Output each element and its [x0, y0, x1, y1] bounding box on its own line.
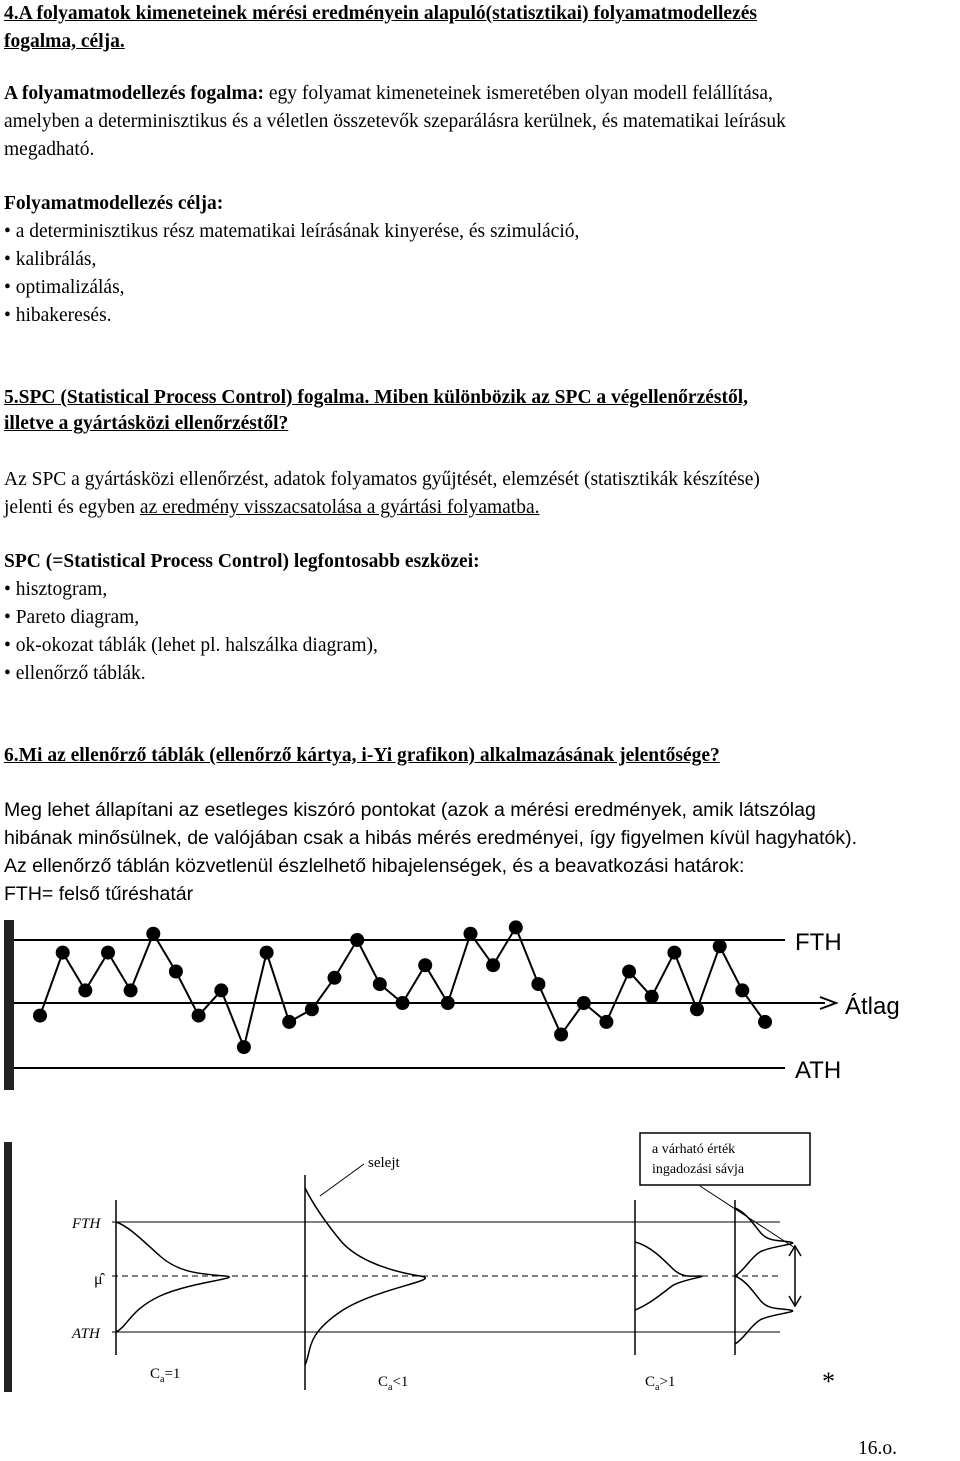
case1-distribution [116, 1222, 229, 1332]
measurement-point [599, 1015, 613, 1029]
measurement-point [667, 946, 681, 960]
capability-diagram [4, 1133, 835, 1396]
measurement-point [373, 977, 387, 991]
measurement-series-line [40, 927, 765, 1047]
lower-limit-label: ATH [795, 1057, 842, 1084]
measurement-point [350, 933, 364, 947]
measurement-point [305, 1002, 319, 1016]
y-label-lower: ATH [72, 1326, 100, 1342]
case3-label: $C_a>1$ [645, 1374, 676, 1393]
measurement-point [78, 983, 92, 997]
definition-text: egy folyamat kimeneteinek ismeretében olyan modell felállítása, [263, 83, 773, 104]
spc-tool-item: • ok-okozat táblák (lehet pl. halszálka diagram), [4, 632, 378, 660]
measurement-point [396, 996, 410, 1010]
measurement-point [192, 1009, 206, 1023]
spc-tool-item: • ellenőrző táblák. [4, 660, 146, 688]
section6-heading: 6.Mi az ellenőrző táblák (ellenőrző kártya, i-Yi grafikon) alkalmazásának jelentősége? [4, 745, 720, 766]
measurement-point [33, 1009, 47, 1023]
spc-tools-heading: SPC (=Statistical Process Control) legfontosabb eszközei: [4, 551, 480, 572]
goal-item: • optimalizálás, [4, 274, 125, 302]
case1-label: $C_a=1$ [150, 1366, 181, 1385]
case2-label: $C_a<1$ [378, 1374, 409, 1393]
measurement-point [622, 965, 636, 979]
spc-tool-item: • hisztogram, [4, 576, 107, 604]
callout-box [640, 1133, 810, 1185]
asterisk-mark: * [822, 1367, 835, 1396]
reject-label: selejt [368, 1155, 400, 1171]
callout-line1: a várható érték [652, 1142, 736, 1157]
section5-heading-line2: illetve a gyártásközi ellenőrzéstől? [4, 413, 289, 434]
definition-term: A folyamatmodellezés fogalma: [4, 83, 264, 104]
definition-line3: megadható. [4, 139, 95, 160]
section6-paragraph-line1: Meg lehet állapítani az esetleges kiszóró pontokat (azok a mérési eredmények, amik látszólag [4, 799, 816, 821]
section5-heading-text: 5.SPC (Statistical Process Control) fogalma. Miben különbözik az SPC a végellenőrzéstől, [4, 387, 749, 408]
spc-tool-item: • Pareto diagram, [4, 604, 139, 632]
section6-paragraph-line4: FTH= felső tűréshatár [4, 883, 194, 905]
spc-paragraph-emphasis: az eredmény visszacsatolása a gyártási folyamatba. [139, 497, 540, 518]
measurement-point [328, 971, 342, 985]
measurement-point [509, 920, 523, 934]
case4-distribution-upper [735, 1208, 793, 1276]
measurement-point [56, 946, 70, 960]
spc-paragraph-line1: Az SPC a gyártásközi ellenőrzést, adatok folyamatos gyűjtését, elemzését (statisztikák készítése) [4, 469, 760, 490]
section6-paragraph-line3: Az ellenőrző táblán közvetlenül észlelhető hibajelenségek, és a beavatkozási határok: [4, 855, 745, 877]
reject-pointer [320, 1164, 364, 1196]
measurement-point [124, 983, 138, 997]
chart-left-bar [4, 920, 14, 1090]
case4-distribution-lower [735, 1276, 793, 1344]
measurement-point [690, 1002, 704, 1016]
goal-heading: Folyamatmodellezés célja: [4, 193, 224, 214]
measurement-point [486, 958, 500, 972]
mean-label: Átlag [845, 993, 900, 1020]
y-label-upper: FTH [72, 1216, 101, 1232]
section4-heading-line2: fogalma, célja. [4, 31, 125, 52]
measurement-point [577, 996, 591, 1010]
callout-line2: ingadozási sávja [652, 1162, 745, 1177]
measurement-point [464, 927, 478, 941]
page-number: 16.o. [858, 1438, 897, 1459]
measurement-point [282, 1015, 296, 1029]
measurement-point [554, 1028, 568, 1042]
measurement-point [713, 939, 727, 953]
goal-item: • hibakeresés. [4, 302, 112, 330]
capability-left-bar [4, 1142, 12, 1392]
section4-heading-line1: 4.A folyamatok kimeneteinek mérési eredményein alapuló(statisztikai) folyamatmodellezés [4, 3, 757, 24]
section6-paragraph-line2: hibának minősülnek, de valójában csak a hibás mérés eredményei, így figyelmen kívül hagyhatók). [4, 827, 858, 849]
measurement-point [101, 946, 115, 960]
definition-line2: amelyben a determinisztikus és a véletlen összetevők szeparálásra kerülnek, és matematikai leírásuk [4, 111, 786, 132]
control-chart [4, 920, 900, 1090]
measurement-point [260, 946, 274, 960]
measurement-point [237, 1040, 251, 1054]
measurement-point [418, 958, 432, 972]
measurement-point [645, 990, 659, 1004]
goal-item: • a determinisztikus rész matematikai leírásának kinyerése, és szimuláció, [4, 218, 579, 246]
measurement-point [169, 965, 183, 979]
upper-limit-label: FTH [795, 929, 842, 956]
y-label-mean: μ̂ [94, 1271, 103, 1288]
measurement-point [758, 1015, 772, 1029]
measurement-point [531, 977, 545, 991]
goal-item: • kalibrálás, [4, 246, 96, 274]
measurement-point [146, 927, 160, 941]
spc-paragraph-text: jelenti és egyben [4, 497, 140, 518]
measurement-point [214, 983, 228, 997]
measurement-point [735, 983, 749, 997]
measurement-point [441, 996, 455, 1010]
